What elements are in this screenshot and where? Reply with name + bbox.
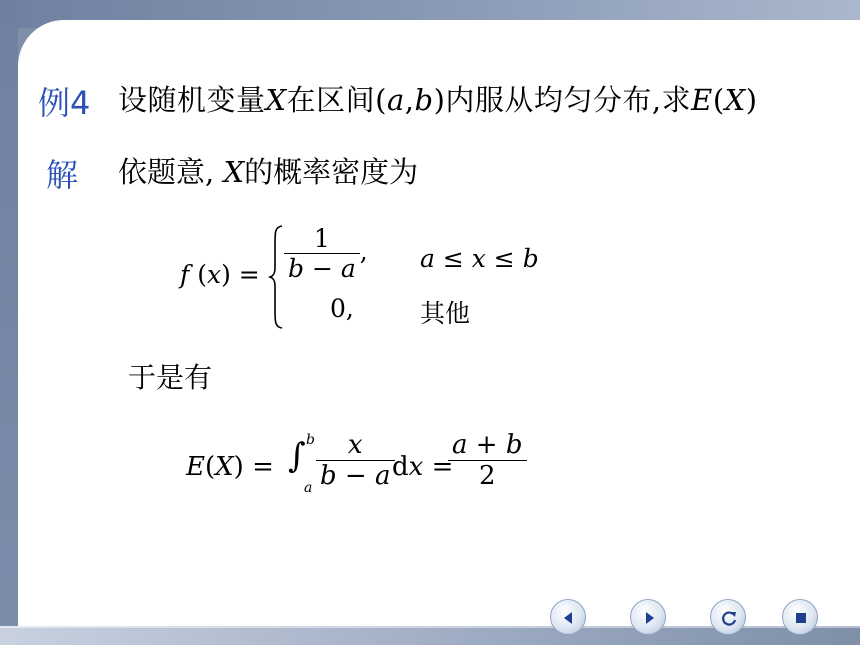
var-E: E: [186, 452, 205, 482]
integral-lower-limit: a: [304, 480, 313, 496]
case-2-value: 0,: [330, 294, 354, 323]
fraction-numerator: x: [347, 430, 363, 460]
problem-text-2: 在区间(: [286, 83, 387, 117]
density-formula: [180, 222, 540, 332]
paren-open: (: [204, 452, 216, 482]
var-X: X: [223, 155, 245, 189]
equals-sign: ) =: [233, 452, 274, 482]
problem-text-1: 设随机变量: [118, 83, 266, 117]
integral-sign: ∫: [288, 436, 306, 476]
solution-text-1: 依题意,: [118, 155, 224, 189]
next-arrow-icon: [638, 607, 660, 629]
therefore-text: 于是有: [128, 361, 213, 394]
solution-label: 解: [46, 156, 79, 194]
next-slide-button[interactable]: [630, 599, 666, 635]
case-1-condition: [420, 244, 539, 273]
plus-sign: +: [467, 430, 506, 460]
expectation-lhs: [186, 452, 274, 482]
le-sign: ≤: [434, 244, 472, 273]
minus-sign: −: [336, 461, 375, 491]
minus-sign: −: [304, 254, 341, 283]
var-b: b: [505, 430, 523, 460]
expectation-formula: [186, 430, 546, 510]
var-a: a: [452, 430, 468, 460]
fraction-denominator: [316, 460, 395, 491]
solution-text-2: 的概率密度为: [244, 155, 419, 189]
le-sign: ≤: [485, 244, 523, 273]
var-a: a: [374, 461, 391, 491]
paren-open: (: [189, 260, 207, 289]
fraction-x-over-b-minus-a: [316, 430, 395, 491]
integral-upper-limit: b: [306, 432, 315, 448]
fraction-result: [448, 430, 527, 491]
stop-icon: [790, 607, 812, 629]
comma: ,: [404, 83, 415, 117]
density-lhs: [180, 260, 260, 289]
var-X: X: [215, 452, 234, 482]
left-frame-band: [0, 0, 18, 645]
problem-text-3: )内服从均匀分布,求: [433, 83, 692, 117]
paren-open: (: [712, 83, 725, 117]
fraction-denominator: [284, 253, 360, 283]
var-X: X: [724, 83, 746, 117]
fraction-1-over-b-minus-a: [284, 224, 360, 283]
prev-slide-button[interactable]: [550, 599, 586, 635]
var-x: x: [471, 244, 486, 273]
var-X: X: [265, 83, 287, 117]
differential-d: d: [392, 452, 409, 482]
var-x: x: [206, 260, 222, 289]
var-b: b: [522, 244, 539, 273]
var-b: b: [288, 254, 305, 283]
equals-sign: =: [423, 452, 454, 482]
refresh-icon: [718, 607, 740, 629]
var-E: E: [691, 83, 713, 117]
fraction-numerator: [448, 430, 527, 460]
problem-statement: [118, 78, 758, 119]
var-f: f: [180, 260, 190, 289]
fraction-denominator: 2: [448, 460, 527, 491]
example-label: 例4: [38, 84, 91, 122]
paren-close: ): [745, 83, 758, 117]
var-b: b: [414, 83, 434, 117]
case-2-condition: 其他: [420, 299, 471, 328]
fraction-numerator: 1: [313, 224, 330, 253]
prev-arrow-icon: [558, 607, 580, 629]
var-b: b: [320, 461, 337, 491]
comma: ,: [359, 237, 368, 266]
equals-sign: ) =: [221, 260, 260, 289]
case-1: [284, 224, 368, 283]
var-a: a: [387, 83, 405, 117]
differential: [392, 452, 453, 482]
refresh-button[interactable]: [710, 599, 746, 635]
var-a: a: [340, 254, 356, 283]
solution-statement: [118, 150, 418, 191]
var-a: a: [420, 244, 435, 273]
var-x: x: [408, 452, 424, 482]
cases-brace: [268, 224, 284, 336]
stop-button[interactable]: [782, 599, 818, 635]
